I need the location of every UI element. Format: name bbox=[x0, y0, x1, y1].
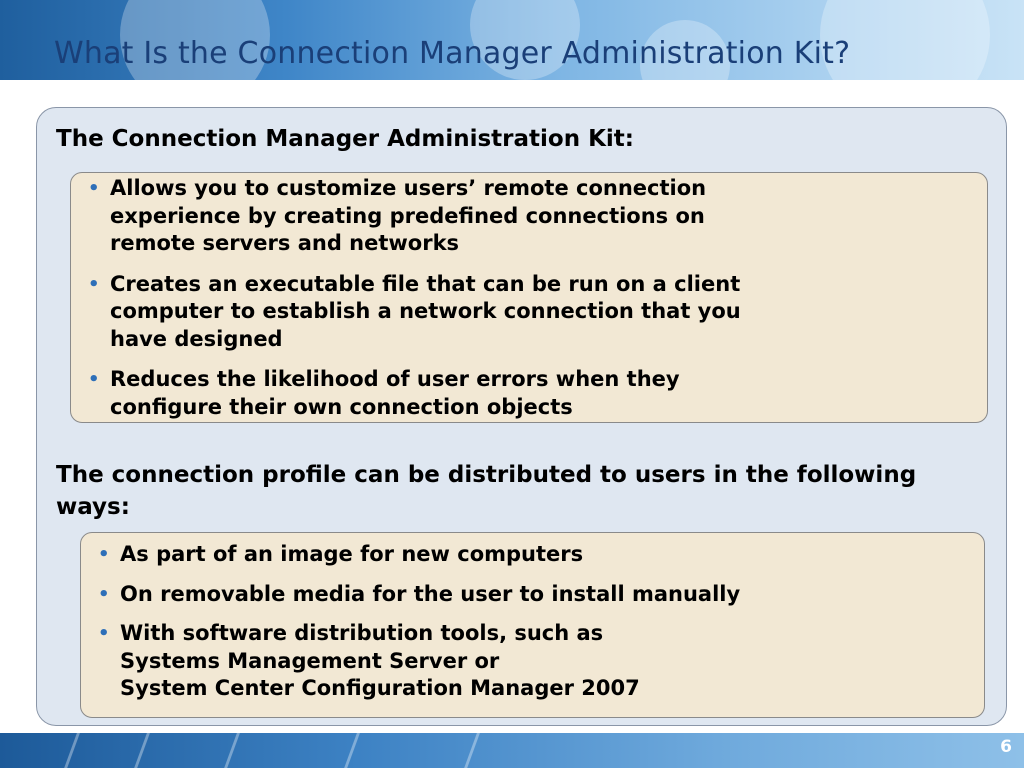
list-item-text: With software distribution tools, such as bbox=[120, 621, 604, 645]
list-item-text: computer to establish a network connection that you bbox=[110, 299, 741, 323]
list-item-text: Systems Management Server or bbox=[120, 648, 500, 673]
list-item-text: configure their own connection objects bbox=[110, 394, 573, 419]
list-item-text: experience by creating predefined connections on bbox=[110, 203, 705, 228]
decorative-streak bbox=[341, 733, 362, 768]
decorative-streak bbox=[221, 733, 242, 768]
page-number: 6 bbox=[1000, 737, 1012, 757]
bullet-icon: • bbox=[88, 273, 100, 295]
features-box bbox=[70, 172, 988, 423]
distribution-box bbox=[80, 532, 985, 718]
list-item-text: Allows you to customize users’ remote connection bbox=[110, 176, 707, 200]
list-item bbox=[95, 581, 955, 609]
list-item bbox=[85, 175, 945, 258]
list-item bbox=[85, 271, 945, 354]
bullet-icon: • bbox=[98, 544, 110, 565]
list-item-text: remote servers and networks bbox=[110, 231, 460, 255]
list-item-text: have designed bbox=[110, 326, 283, 351]
section-heading: The connection profile can be distributed to users in the following ways: bbox=[56, 462, 917, 520]
distribution-list bbox=[95, 541, 955, 715]
list-item-text: As part of an image for new computers bbox=[120, 542, 584, 566]
decorative-streak bbox=[131, 733, 152, 768]
list-item-text: Creates an executable file that can be run on a client bbox=[110, 271, 741, 296]
bullet-icon: • bbox=[98, 583, 110, 605]
bullet-icon: • bbox=[88, 369, 100, 390]
slide-title: What Is the Connection Manager Administration Kit? bbox=[54, 36, 851, 71]
list-item-text: On removable media for the user to install manually bbox=[120, 581, 741, 606]
list-item-text: System Center Configuration Manager 2007 bbox=[120, 676, 640, 700]
list-item bbox=[85, 366, 945, 421]
bullet-icon: • bbox=[98, 623, 110, 644]
list-item-text: Reduces the likelihood of user errors when they bbox=[110, 367, 680, 391]
list-item bbox=[95, 541, 955, 569]
bullet-icon: • bbox=[88, 178, 100, 199]
list-item bbox=[95, 620, 955, 703]
features-list bbox=[85, 175, 945, 434]
decorative-streak bbox=[61, 733, 82, 768]
footer-banner bbox=[0, 733, 1024, 768]
header-banner bbox=[0, 0, 1024, 80]
section-heading: The Connection Manager Administration Kit: bbox=[56, 126, 634, 152]
decorative-streak bbox=[461, 733, 482, 768]
